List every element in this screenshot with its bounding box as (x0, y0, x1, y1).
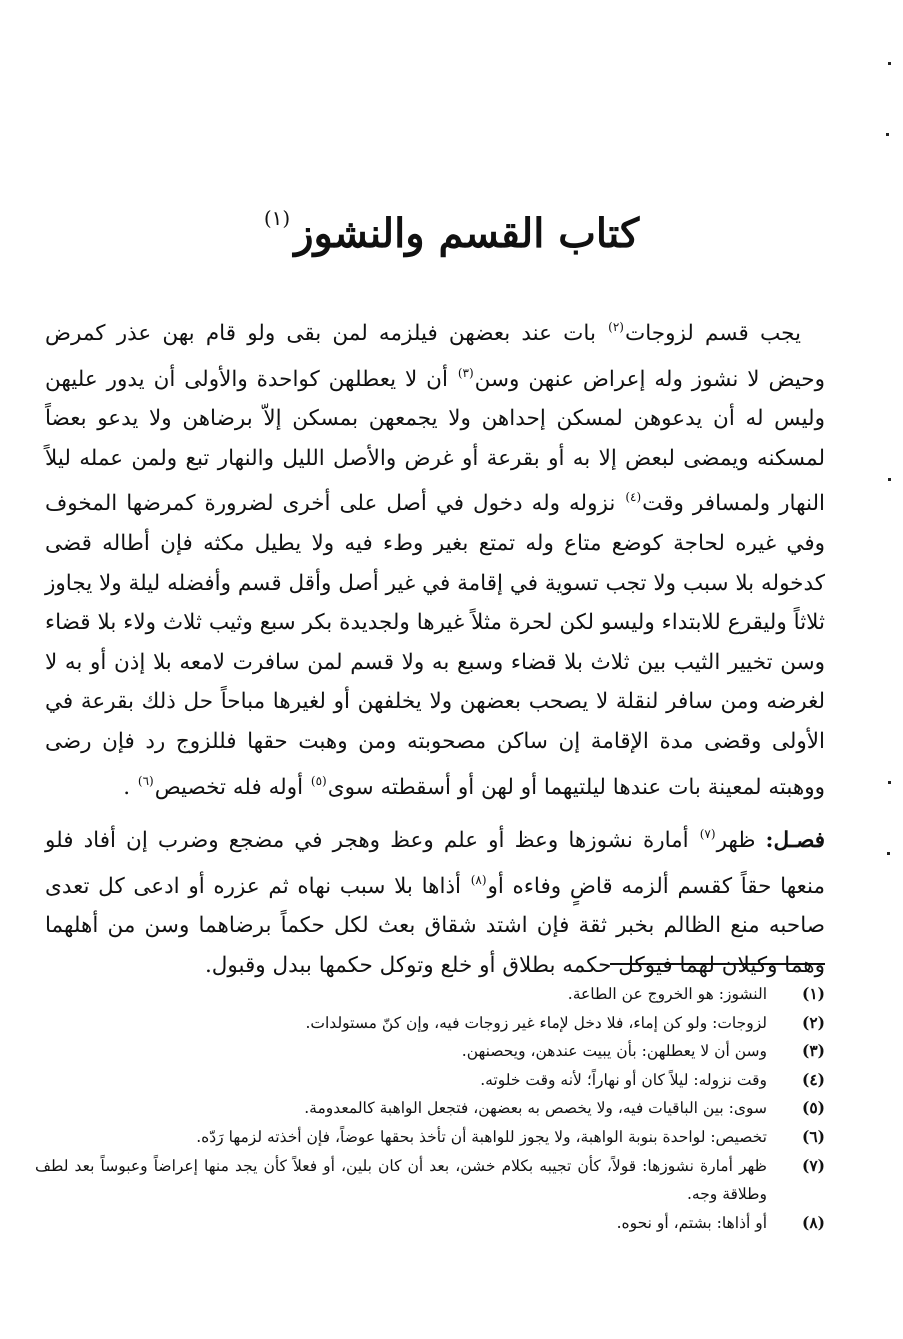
text-segment: يجب قسم لزوجات (624, 321, 801, 346)
margin-mark (886, 133, 889, 136)
footnote-item (35, 1066, 825, 1095)
footnote-text: النشوز: هو الخروج عن الطاعة. (567, 985, 767, 1003)
footnote-number: (٦) (801, 1126, 825, 1146)
margin-mark (888, 62, 891, 65)
footnote-ref: (٢) (608, 320, 624, 334)
footnote-item (35, 980, 825, 1009)
footnote-ref: (٤) (625, 490, 642, 505)
footnote-item (35, 1094, 825, 1123)
footnote-text: وسن أن لا يعطلهن: بأن يبيت عندهن، ويحصنهن. (461, 1042, 767, 1061)
paragraph-fasl (45, 815, 825, 985)
text-segment: . (123, 774, 137, 800)
footnote-text: تخصيص: لواحدة بنوبة الواهبة، ولا يجوز للواهبة أن تأخذ بحقها عوضاً، فإن أخذته لزمها رَدّه. (196, 1127, 767, 1146)
margin-mark (888, 781, 891, 784)
footnote-item (35, 1037, 825, 1066)
chapter-title (0, 188, 903, 264)
footnote-number: (٨) (801, 1212, 825, 1232)
footnote-text: ظهر أمارة نشوزها: قولاً، كأن تجيبه بكلام خشن، بعد أن كان بلين، أو فعلاً كأن يجد منها إعراضاً وعبوساً بعد لطف وطلاقة وجه. (35, 1156, 767, 1204)
footnote-ref: (٨) (470, 872, 487, 887)
footnote-ref: (٦) (137, 773, 154, 788)
footnote-number: (١) (801, 984, 825, 1003)
footnote-text: سوى: بين الباقيات فيه، ولا يخصص به بعضهن، فتجعل الواهبة كالمعدومة. (304, 1099, 767, 1118)
text-segment: أذاها بلا سبب نهاه ثم عزره أو ادعى كل تعدى صاحبه منع الظالم بخبر ثقة فإن اشتد شقاق بعث لكل حكماً برضاهما وسن من أهلهما وهما وكيلان لهما فيوكل حكمه بطلاق أو خلع وتوكل حكمها ببدل وقبول. (45, 873, 825, 978)
text-segment: أن لا يعطلهن كواحدة والأولى أن يدور عليهن وليس له أن يدعوهن لمسكن إحداهن ولا يجمعهن بمسكن إلاّ برضاهن ولا يدعو بعضاً لمسكنه ويمضى لبعض إلا به أو بقرعة أو غرض والأصل الليل والنهار تبع ولمن عمله ليلاً النهار ولمسافر وقت (45, 366, 826, 517)
section-label-fasl: فصـل: (765, 828, 825, 854)
footnote-text: وقت نزوله: ليلاً كان أو نهاراً؛ لأنه وقت خلوته. (480, 1070, 767, 1089)
footnote-item (35, 1209, 825, 1238)
main-text (45, 308, 825, 986)
footnotes-list (35, 980, 825, 1237)
text-segment: ظهر (716, 828, 756, 854)
text-segment: أمارة نشوزها وعظ أو علم وعظ وهجر في مضجع وضرب إن أفاد فلو منعها حقاً كقسم ألزمه قاضٍ وفاءه أو (45, 828, 825, 899)
footnote-number: (٤) (801, 1069, 825, 1089)
margin-mark (887, 852, 890, 855)
text-segment: بات عند بعضهن فيلزمه لمن بقى ولو قام بهن عذر كمرض وحيض لا نشوز وله إعراض عنهن وسن (45, 321, 825, 392)
footnote-number: (٥) (801, 1098, 825, 1118)
paragraph-main (45, 308, 825, 807)
footnote-number: (٣) (801, 1041, 825, 1061)
footnote-ref: (٥) (310, 773, 327, 788)
footnote-item (35, 1123, 825, 1152)
footnote-number: (٧) (801, 1155, 825, 1175)
footnote-ref: (٧) (699, 827, 716, 842)
footnote-text: أو أذاها: بشتم، أو نحوه. (616, 1213, 767, 1232)
footnote-number: (٢) (801, 1012, 825, 1032)
chapter-title-text: كتاب القسم والنشوز (294, 210, 640, 257)
text-segment: أوله فله تخصيص (154, 774, 310, 800)
footnote-item (35, 1009, 825, 1038)
footnote-item (35, 1152, 825, 1209)
footnote-text: لزوجات: ولو كن إماء، فلا دخل لإماء غير زوجات فيه، وإن كنّ مستولدات. (305, 1013, 767, 1032)
footnote-separator (610, 963, 825, 965)
footnote-ref: (١) (263, 206, 291, 230)
footnote-ref: (٣) (457, 365, 474, 380)
text-segment: نزوله وله دخول في أصل على أخرى لضرورة كمرضها المخوف وفي غيره لحاجة كوضع متاع وله تمتع بغير وطء فيه ولا يطيل مكثه فإن أطاله قضى كدخوله بلا سبب ولا تجب تسوية في إقامة في غير أصل وأقل قسم وأفضله ليلة ولا يجاوز ثلاثاً وليقرع للابتداء وليسو لكن لحرة مثلاً غيرها ولجديدة بكر سبع وثيب ثلاث ولاء بلا قضاء وسن تخيير الثيب بين ثلاث بلا قضاء وسبع به ولا قسم لمن سافرت لامعه بلا إذن أو به لا لغرضه ومن سافر لنقلة لا يصحب بعضهن ولا يخلفهن أو لغيرها مباحاً حل ذلك بقرعة في الأولى وقضى مدة الإقامة إن ساكن مصحوبته ومن وهبت حقها فللزوج رد فإن رضى ووهبته لمعينة بات عندها ليلتيهما أو لهن أو أسقطته سوى (45, 491, 825, 800)
margin-mark (888, 478, 891, 481)
